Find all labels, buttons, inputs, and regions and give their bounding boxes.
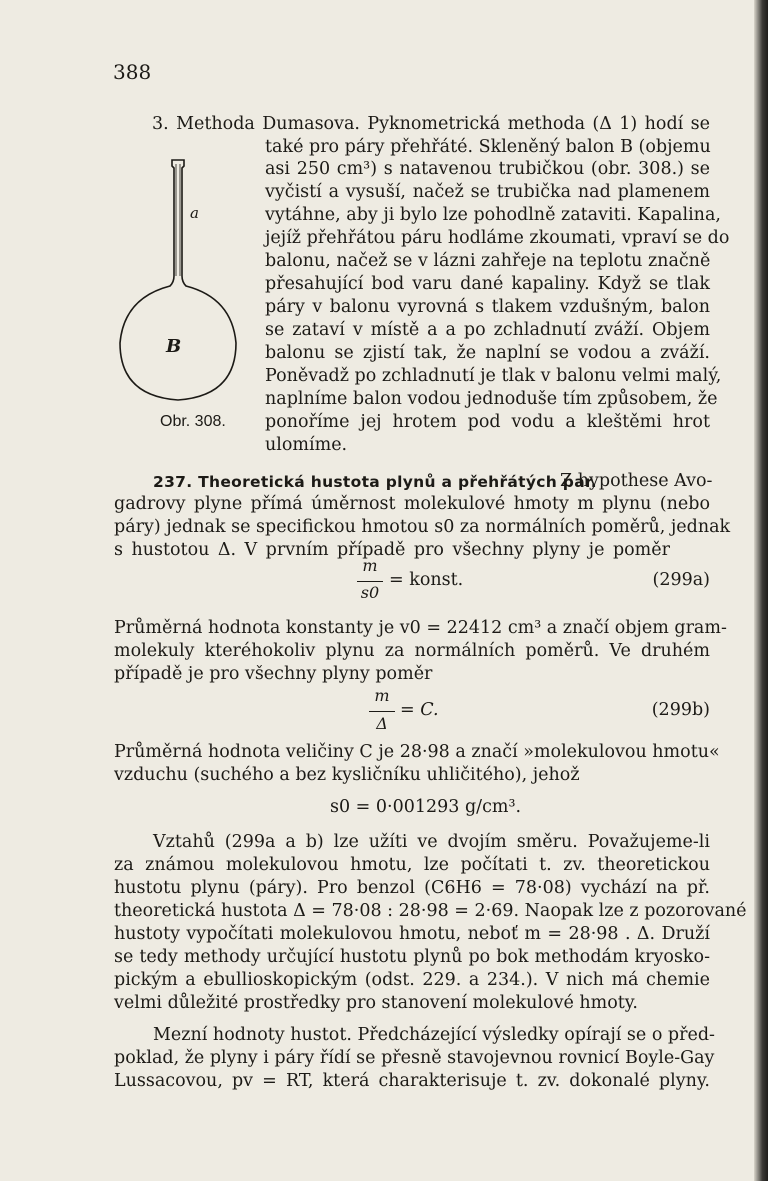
- text-line: také pro páry přehřáté. Skleněný balon B (objemu: [265, 137, 711, 157]
- text-line: Průměrná hodnota veličiny C je 28·98 a značí »molekulovou hmotu«: [114, 742, 720, 762]
- flask-outline: [120, 160, 236, 400]
- text-line: Lussacovou, pv = RT, která charakterisuje t. zv. dokonalé plyny.: [114, 1071, 710, 1091]
- text-line: molekuly kteréhokoliv plynu za normálních poměrů. Ve druhém: [114, 641, 710, 661]
- text-line: Vztahů (299a a b) lze užíti ve dvojím směru. Považujeme-li: [153, 832, 710, 852]
- text-line: hustoty vypočítati molekulovou hmotu, neboť m = 28·98 . Δ. Druží: [114, 924, 710, 944]
- text-line: 3. Methoda Dumasova. Pyknometrická methoda (Δ 1) hodí se: [152, 114, 710, 134]
- text-line: se tedy methody určující hustotu plynů po bok methodám kryosko-: [114, 947, 710, 967]
- text-line: páry v balonu vyrovná s tlakem vzdušným, balon: [265, 297, 710, 317]
- eq-b-tag: (299b): [651, 700, 710, 720]
- text-line: balonu, načež se v lázni zahřeje na teplotu značně: [265, 251, 711, 271]
- text-line: za známou molekulovou hmotu, lze počítati t. zv. theoretickou: [114, 855, 710, 875]
- eq-b-rhs: = C.: [400, 700, 439, 720]
- eq-b-denominator: Δ: [376, 714, 388, 733]
- figure-label-B: B: [166, 336, 182, 357]
- eq-a-numerator: m: [362, 556, 378, 575]
- text-line: naplníme balon vodou jednoduše tím způsobem, že: [265, 389, 718, 409]
- text-line: vyčistí a vysuší, načež se trubička nad plamenem: [265, 182, 710, 202]
- text-line: případě je pro všechny plyny poměr: [114, 664, 433, 684]
- text-line: se zataví v místě a a po zchladnutí zváží. Objem: [265, 320, 710, 340]
- text-line: velmi důležité prostředky pro stanovení molekulové hmoty.: [114, 993, 638, 1013]
- text-line: vzduchu (suchého a bez kysličníku uhličitého), jehož: [114, 765, 580, 785]
- text-line: gadrovy plyne přímá úměrnost molekulové hmoty m plynu (nebo: [114, 494, 710, 514]
- equation-s0: s0 = 0·001293 g/cm³.: [330, 797, 522, 817]
- text-line: balonu se zjistí tak, že naplní se vodou a zváží.: [265, 343, 710, 363]
- eq-a-denominator: s0: [360, 583, 380, 602]
- text-line: ponoříme jej hrotem pod vodu a kleštěmi hrot: [265, 412, 710, 432]
- eq-a-rhs: = konst.: [389, 570, 464, 590]
- text-line: Mezní hodnoty hustot. Předcházející výsledky opírají se o před-: [153, 1025, 715, 1045]
- text-line: pickým a ebullioskopickým (odst. 229. a 234.). V nich má chemie: [114, 970, 710, 990]
- text-line: Poněvadž po zchladnutí je tlak v balonu velmi malý,: [265, 366, 722, 386]
- text-line: poklad, že plyny i páry řídí se přesně stavojevnou rovnicí Boyle-Gay: [114, 1048, 715, 1068]
- text-line: hustotu plynu (páry). Pro benzol (C6H6 = 78·08) vychází na př.: [114, 878, 710, 898]
- eq-a-tag: (299a): [652, 570, 710, 590]
- text-line: přesahující bod varu dané kapaliny. Když se tlak: [265, 274, 710, 294]
- book-spine-edge: [754, 0, 768, 1181]
- text-line: asi 250 cm³) s natavenou trubičkou (obr. 308.) se: [265, 159, 710, 179]
- text-line: Z hypothese Avo-: [560, 471, 713, 491]
- figure-caption: Obr. 308.: [160, 413, 226, 430]
- figure-label-a: a: [190, 204, 199, 222]
- text-line: ulomíme.: [265, 435, 348, 455]
- section-237-heading: 237. Theoretická hustota plynů a přehřátých par.: [153, 473, 597, 491]
- text-line: s hustotou Δ. V prvním případě pro všechny plyny je poměr: [114, 540, 670, 560]
- flask-figure: [112, 158, 252, 428]
- text-line: jejíž přehřátou páru hodláme zkoumati, vpraví se do: [265, 228, 730, 248]
- text-line: Průměrná hodnota konstanty je v0 = 22412 cm³ a značí objem gram-: [114, 618, 727, 638]
- text-line: páry) jednak se specifickou hmotou s0 za normálních poměrů, jednak: [114, 517, 731, 537]
- page-number: 388: [113, 60, 152, 84]
- text-line: theoretická hustota Δ = 78·08 : 28·98 = 2·69. Naopak lze z pozorované: [114, 901, 747, 921]
- text-line: vytáhne, aby ji bylo lze pohodlně zataviti. Kapalina,: [265, 205, 721, 225]
- eq-b-numerator: m: [374, 686, 390, 705]
